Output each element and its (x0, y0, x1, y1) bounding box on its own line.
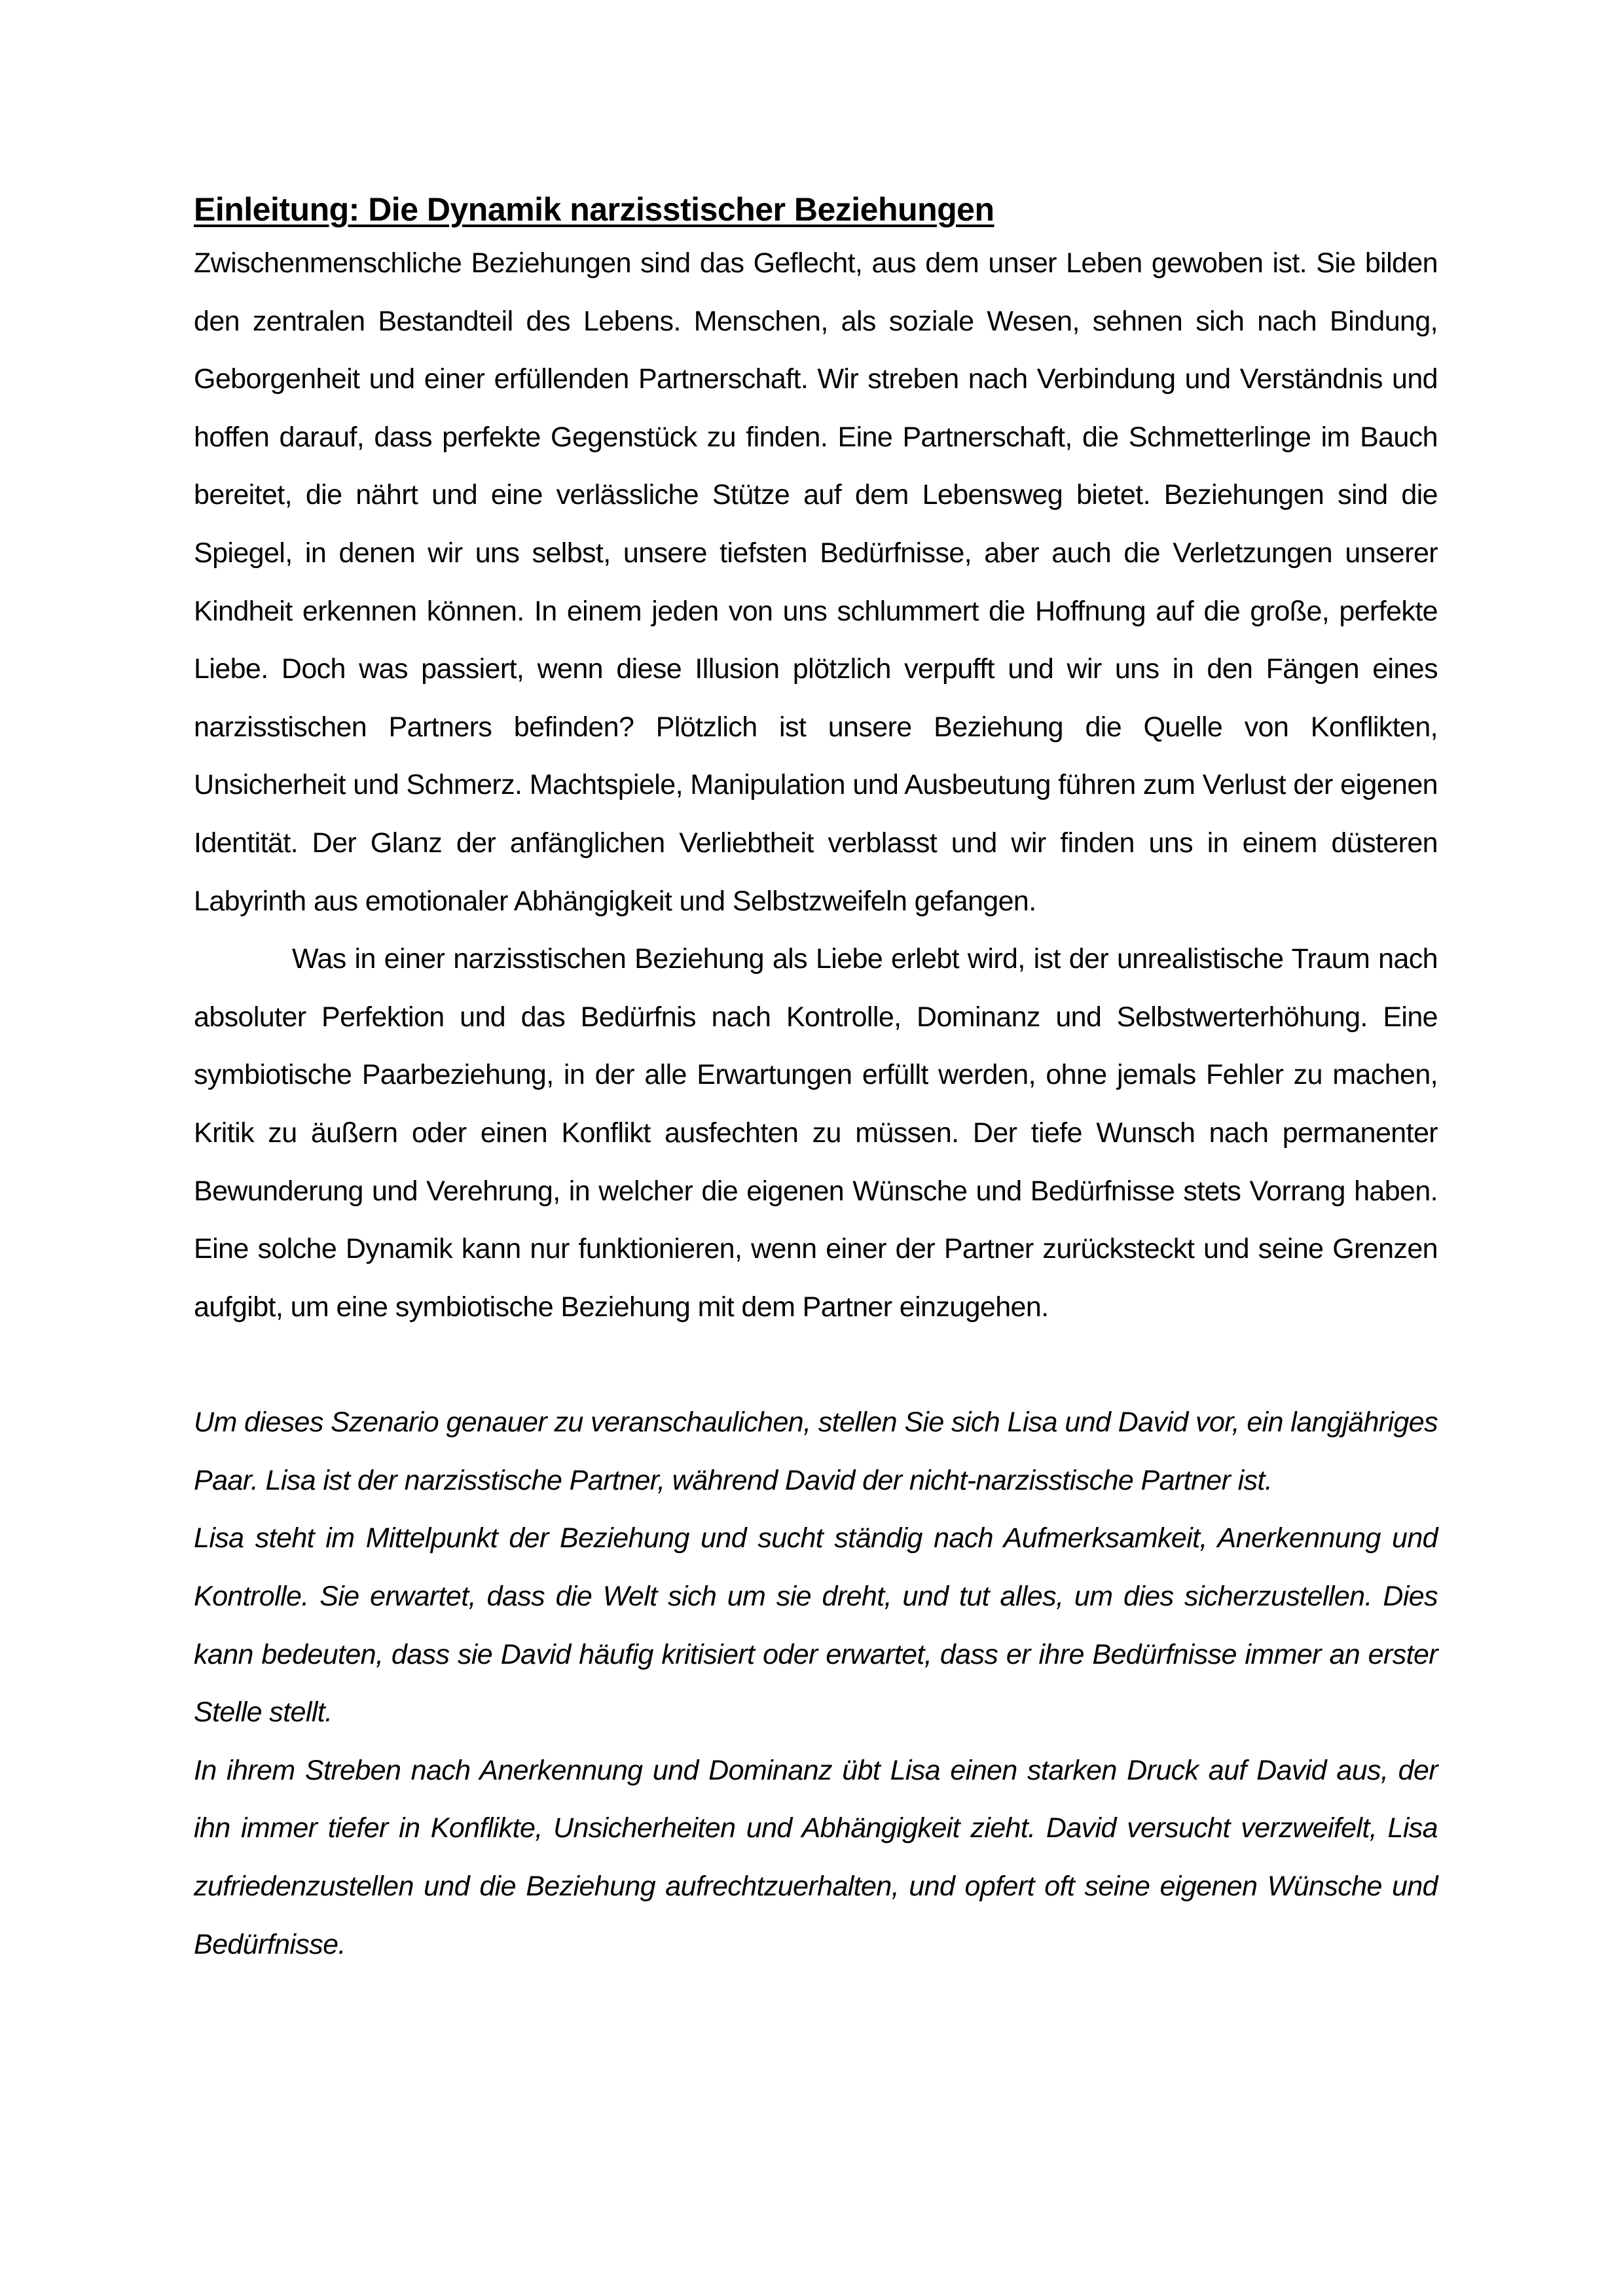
paragraph-introduction: Zwischenmenschliche Beziehungen sind das Geflecht, aus dem unser Leben gewoben ist. Sie bilden den zentralen Bestandteil des Lebens. Menschen, als soziale Wesen, sehnen sich nach Bindung, Geborgenheit und einer erfüllenden Partnerschaft. Wir streben nach Verbindung und Verständnis und hoffen darauf, dass perfekte Gegenstück zu finden. Eine Partnerschaft, die Schmetterlinge im Bauch bereitet, die nährt und eine verlässliche Stütze auf dem Lebensweg bietet. Beziehungen sind die Spiegel, in denen wir uns selbst, unsere tiefsten Bedürfnisse, aber auch die Verletzungen unserer Kindheit erkennen können. In einem jeden von uns schlummert die Hoffnung auf die große, perfekte Liebe. Doch was passiert, wenn diese Illusion plötzlich verpufft und wir uns in den Fängen eines narzisstischen Partners befinden? Plötzlich ist unsere Beziehung die Quelle von Konflikten, Unsicherheit und Schmerz. Machtspiele, Manipulation und Ausbeutung führen zum Verlust der eigenen Identität. Der Glanz der anfänglichen Verliebtheit verblasst und wir finden uns in einem düsteren Labyrinth aus emotionaler Abhängigkeit und Selbstzweifeln gefangen. (194, 247, 1438, 917)
paragraph-lisa-description: Lisa steht im Mittelpunkt der Beziehung und sucht ständig nach Aufmerksamkeit, Anerkennung und Kontrolle. Sie erwartet, dass die Welt sich um sie dreht, und tut alles, um dies sicherzustellen. Dies kann bedeuten, dass sie David häufig kritisiert oder erwartet, dass er ihre Bedürfnisse immer an erster Stelle stellt. (194, 1522, 1438, 1729)
document-page (194, 190, 1438, 1973)
paragraph-narcissistic-love: Was in einer narzisstischen Beziehung als Liebe erlebt wird, ist der unrealistische Traum nach absoluter Perfektion und das Bedürfnis nach Kontrolle, Dominanz und Selbstwerterhöhung. Eine symbiotische Paarbeziehung, in der alle Erwartungen erfüllt werden, ohne jemals Fehler zu machen, Kritik zu äußern oder einen Konflikt ausfechten zu müssen. Der tiefe Wunsch nach permanenter Bewunderung und Verehrung, in welcher die eigenen Wünsche und Bedürfnisse stets Vorrang haben. Eine solche Dynamik kann nur funktionieren, wenn einer der Partner zurücksteckt und seine Grenzen aufgibt, um eine symbiotische Beziehung mit dem Partner einzugehen. (194, 943, 1438, 1323)
paragraph-scenario-intro: Um dieses Szenario genauer zu veranschaulichen, stellen Sie sich Lisa und David vor, ein langjähriges Paar. Lisa ist der narzisstische Partner, während David der nicht-narzisstische Partner ist. (194, 1407, 1438, 1496)
document-title: Einleitung: Die Dynamik narzisstischer Beziehungen (194, 191, 994, 228)
paragraph-spacer (194, 1336, 1438, 1393)
paragraph-david-pressure: In ihrem Streben nach Anerkennung und Dominanz übt Lisa einen starken Druck auf David aus, der ihn immer tiefer in Konflikte, Unsicherheiten und Abhängigkeit zieht. David versucht verzweifelt, Lisa zufriedenzustellen und die Beziehung aufrechtzuerhalten, und opfert oft seine eigenen Wünsche und Bedürfnisse. (194, 1754, 1438, 1960)
